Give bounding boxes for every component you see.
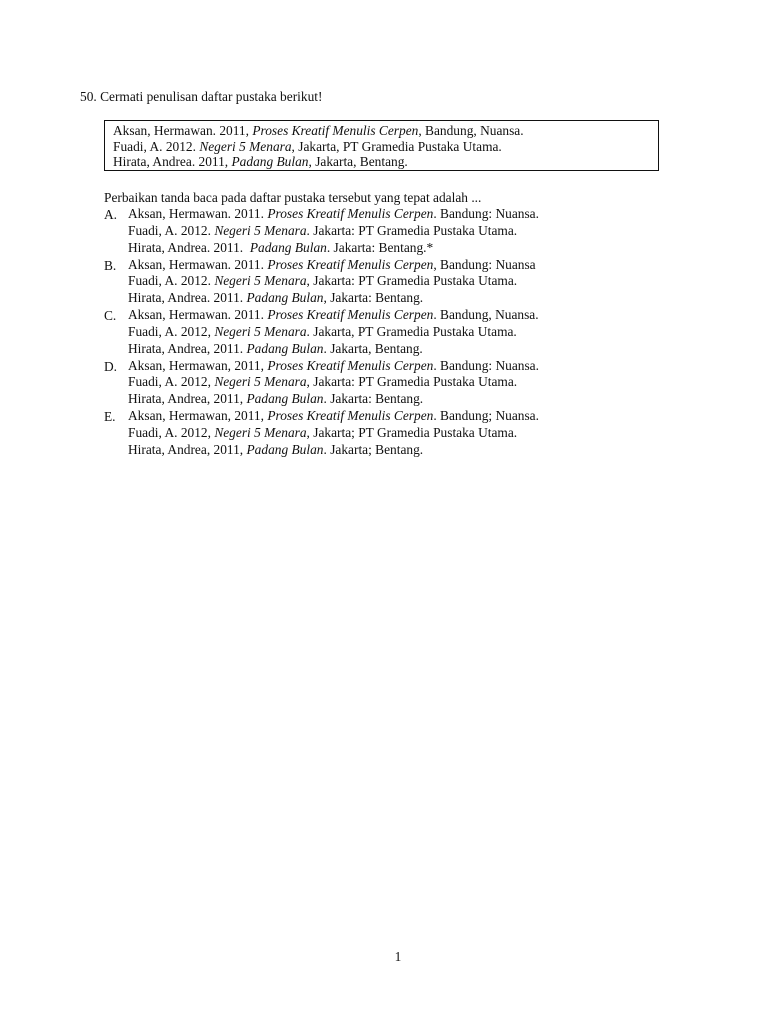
line-publisher: . Bandung: Nuansa.	[433, 357, 539, 373]
line-title: Padang Bulan	[246, 391, 324, 407]
option-letter: C.	[104, 308, 117, 323]
entry-title: Negeri 5 Menara	[199, 138, 292, 154]
line-author-year: Aksan, Hermawan, 2011,	[128, 357, 268, 373]
option-line	[128, 425, 539, 442]
line-author-year: Hirata, Andrea. 2011.	[128, 290, 247, 306]
line-title: Negeri 5 Menara	[214, 323, 307, 339]
option-line	[128, 442, 539, 459]
line-author-year: Fuadi, A. 2012,	[128, 424, 215, 440]
entry-publisher: , Jakarta, PT Gramedia Pustaka Utama.	[291, 138, 502, 154]
bibliography-entry	[113, 123, 658, 139]
option-line	[128, 358, 539, 375]
option-line	[128, 290, 536, 307]
line-publisher: . Jakarta: Bentang.*	[326, 239, 434, 255]
entry-title: Proses Kreatif Menulis Cerpen	[252, 123, 419, 138]
line-author-year: Fuadi, A. 2012.	[128, 273, 215, 289]
line-publisher: . Jakarta: Bentang.	[323, 391, 424, 407]
line-title: Padang Bulan	[246, 340, 324, 356]
line-author-year: Aksan, Hermawan, 2011,	[128, 408, 268, 423]
option-line	[128, 391, 539, 408]
entry-author-year: Fuadi, A. 2012.	[113, 138, 200, 154]
line-title: Negeri 5 Menara	[214, 374, 307, 390]
line-title: Negeri 5 Menara	[214, 424, 307, 440]
option-line	[128, 307, 539, 324]
line-publisher: , Bandung: Nuansa	[433, 256, 536, 272]
line-author-year: Hirata, Andrea, 2011.	[128, 340, 247, 356]
bibliography-entry	[113, 139, 658, 155]
entry-author-year: Hirata, Andrea. 2011,	[113, 154, 232, 170]
option-letter: A.	[104, 207, 118, 222]
line-author-year: Aksan, Hermawan. 2011.	[128, 206, 268, 221]
option-text	[128, 408, 539, 458]
entry-publisher: , Jakarta, Bentang.	[308, 154, 408, 170]
line-author-year: Hirata, Andrea. 2011.	[128, 239, 250, 255]
line-author-year: Aksan, Hermawan. 2011.	[128, 256, 268, 272]
line-publisher: . Jakarta: PT Gramedia Pustaka Utama.	[306, 222, 518, 238]
line-title: Negeri 5 Menara	[214, 273, 307, 289]
line-title: Negeri 5 Menara	[214, 222, 307, 238]
line-title: Proses Kreatif Menulis Cerpen	[267, 408, 434, 423]
line-publisher: . Jakarta; Bentang.	[323, 441, 424, 457]
option-line	[128, 223, 539, 240]
option-line	[128, 341, 539, 358]
line-title: Padang Bulan	[246, 290, 324, 306]
option-line	[128, 374, 539, 391]
line-title: Padang Bulan	[249, 239, 327, 255]
option-line	[128, 206, 539, 223]
option-text	[128, 206, 539, 256]
question-text: 50. Cermati penulisan daftar pustaka berikut!	[80, 89, 323, 104]
option-text	[128, 358, 539, 408]
page-number: 1	[394, 949, 402, 964]
option-line	[128, 257, 536, 274]
entry-author-year: Aksan, Hermawan. 2011,	[113, 123, 253, 138]
line-title: Proses Kreatif Menulis Cerpen	[267, 307, 434, 322]
line-publisher: , Jakarta: PT Gramedia Pustaka Utama.	[306, 273, 518, 289]
question-prompt: Perbaikan tanda baca pada daftar pustaka tersebut yang tepat adalah ...	[104, 190, 482, 205]
line-title: Proses Kreatif Menulis Cerpen	[267, 357, 434, 373]
option-line	[128, 408, 539, 425]
line-publisher: . Jakarta, PT Gramedia Pustaka Utama.	[306, 323, 517, 339]
option-line	[128, 324, 539, 341]
line-publisher: , Jakarta: Bentang.	[323, 290, 424, 306]
option-line	[128, 273, 536, 290]
line-title: Padang Bulan	[246, 441, 324, 457]
line-publisher: . Bandung, Nuansa.	[433, 307, 539, 322]
line-author-year: Fuadi, A. 2012,	[128, 374, 215, 390]
line-author-year: Aksan, Hermawan. 2011.	[128, 307, 268, 322]
line-author-year: Hirata, Andrea, 2011,	[128, 391, 247, 407]
line-title: Proses Kreatif Menulis Cerpen	[267, 206, 434, 221]
entry-publisher: , Bandung, Nuansa.	[418, 123, 524, 138]
option-text	[128, 257, 536, 307]
option-letter: B.	[104, 257, 117, 273]
line-publisher: . Jakarta, Bentang.	[323, 340, 423, 356]
option-line	[128, 240, 539, 257]
line-author-year: Fuadi, A. 2012.	[128, 222, 215, 238]
line-title: Proses Kreatif Menulis Cerpen	[267, 256, 434, 272]
line-publisher: . Bandung; Nuansa.	[433, 408, 539, 423]
line-publisher: . Bandung: Nuansa.	[433, 206, 539, 221]
line-publisher: , Jakarta; PT Gramedia Pustaka Utama.	[306, 424, 518, 440]
option-letter: E.	[104, 409, 116, 424]
bibliography-entry	[113, 154, 658, 170]
bibliography-box	[104, 120, 659, 171]
entry-title: Padang Bulan	[231, 154, 309, 170]
option-text	[128, 307, 539, 357]
line-author-year: Hirata, Andrea, 2011,	[128, 441, 247, 457]
option-letter: D.	[104, 358, 118, 374]
line-author-year: Fuadi, A. 2012,	[128, 323, 215, 339]
line-publisher: , Jakarta: PT Gramedia Pustaka Utama.	[306, 374, 518, 390]
